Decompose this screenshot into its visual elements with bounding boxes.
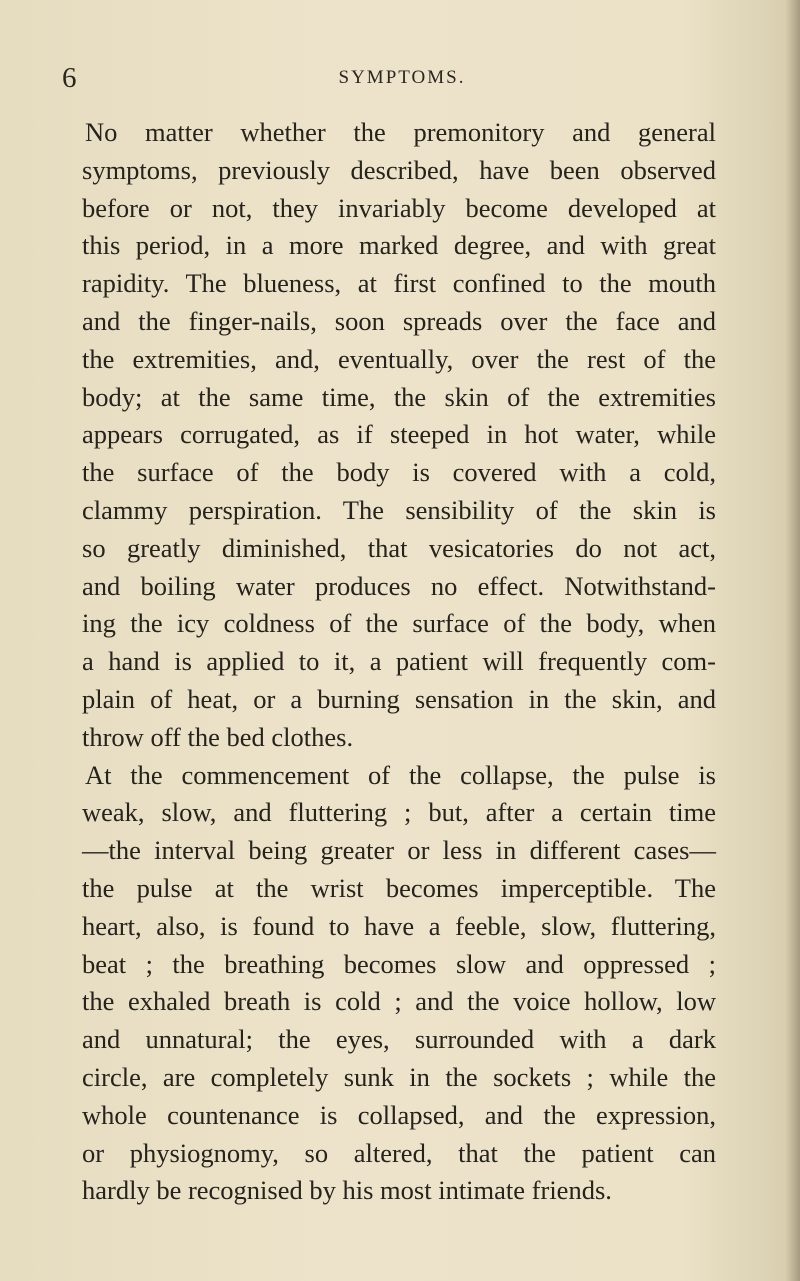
text-line: ing the icy coldness of the surface of the body, when — [82, 608, 716, 639]
text-line: the surface of the body is covered with a cold, — [82, 457, 716, 488]
text-line: heart, also, is found to have a feeble, slow, fluttering, — [82, 910, 716, 941]
text-line: weak, slow, and fluttering ; but, after a certain time — [82, 797, 716, 828]
text-line: this period, in a more marked degree, and with great — [82, 230, 716, 261]
text-line: hardly be recognised by his most intimate friends. — [82, 1175, 612, 1206]
page-header — [62, 62, 722, 92]
text-line: and the finger-nails, soon spreads over the face and — [82, 305, 716, 336]
text-line: so greatly diminished, that vesicatories do not act, — [82, 532, 716, 563]
page-edge-shadow — [786, 0, 800, 1281]
text-line: and boiling water produces no effect. Notwithstand- — [82, 570, 716, 601]
text-line: plain of heat, or a burning sensation in the skin, and — [82, 683, 716, 714]
text-line: the exhaled breath is cold ; and the voice hollow, low — [82, 986, 716, 1017]
page-number: 6 — [62, 62, 77, 94]
body-text — [82, 114, 716, 1210]
text-line: No matter whether the premonitory and general — [85, 117, 716, 147]
text-line: —the interval being greater or less in different cases— — [82, 835, 716, 866]
text-line: or physiognomy, so altered, that the patient can — [82, 1137, 716, 1168]
text-line: appears corrugated, as if steeped in hot water, while — [82, 419, 716, 450]
text-line: symptoms, previously described, have been observed — [82, 154, 716, 185]
running-title: SYMPTOMS. — [338, 67, 466, 88]
text-line: before or not, they invariably become developed at — [82, 192, 716, 223]
text-line: a hand is applied to it, a patient will frequently com- — [82, 646, 716, 677]
text-line: At the commencement of the collapse, the pulse is — [85, 759, 716, 790]
text-line: the pulse at the wrist becomes imperceptible. The — [82, 872, 716, 903]
text-line: rapidity. The blueness, at first confined to the mouth — [82, 268, 716, 299]
text-line: the extremities, and, eventually, over the rest of the — [82, 343, 716, 374]
text-line: throw off the bed clothes. — [82, 721, 354, 752]
text-line: circle, are completely sunk in the sockets ; while the — [82, 1061, 716, 1092]
text-line: body; at the same time, the skin of the extremities — [82, 381, 716, 412]
text-line: whole countenance is collapsed, and the expression, — [82, 1099, 716, 1130]
text-line: beat ; the breathing becomes slow and oppressed ; — [82, 948, 716, 979]
text-line: clammy perspiration. The sensibility of the skin is — [82, 494, 716, 525]
text-line: and unnatural; the eyes, surrounded with a dark — [82, 1024, 716, 1055]
